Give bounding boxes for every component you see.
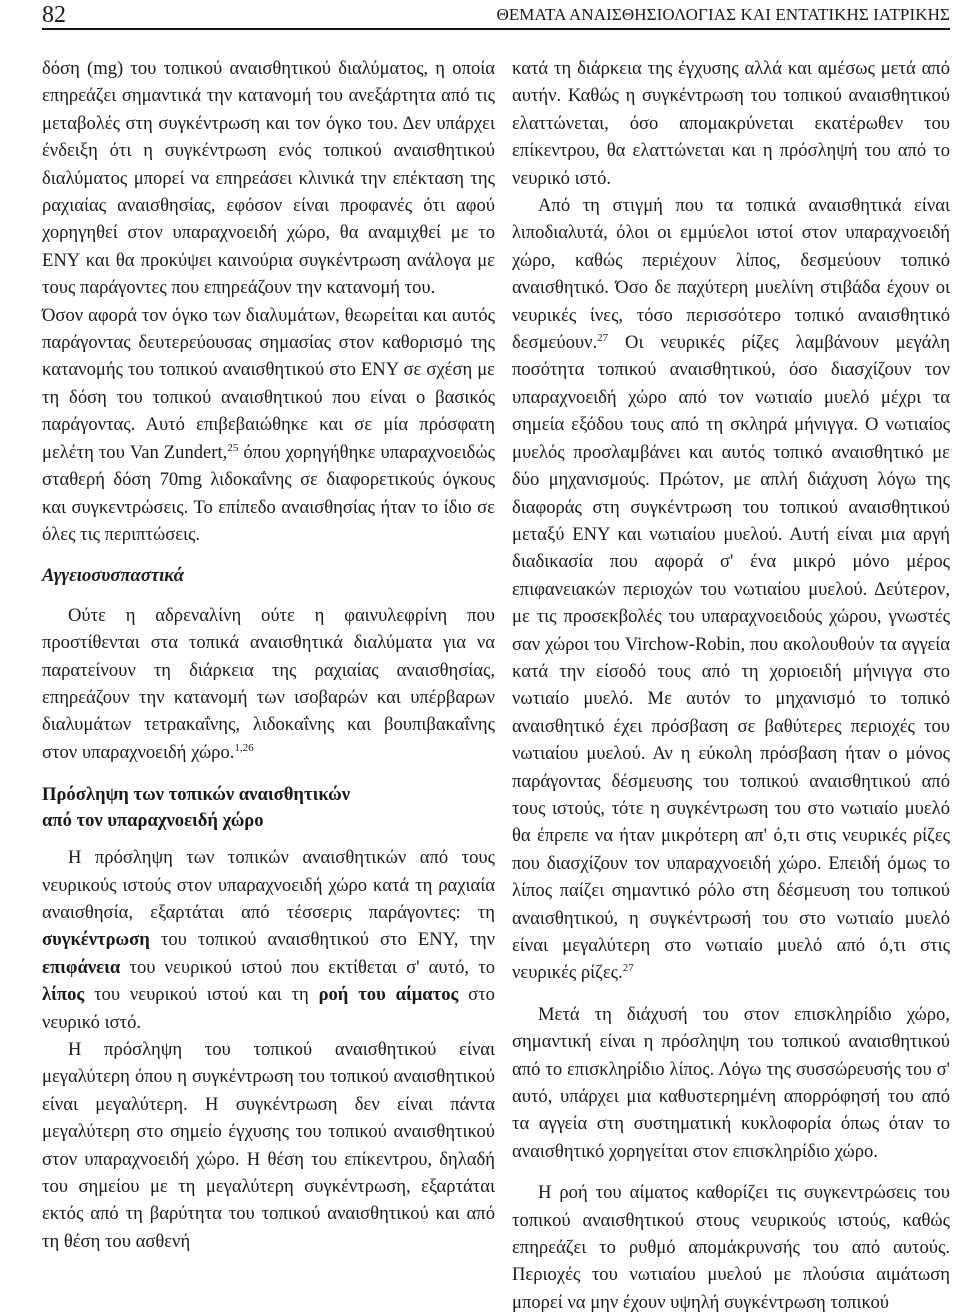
bold-term: ροή του αίματος xyxy=(318,984,459,1006)
section-heading xyxy=(42,782,495,834)
paragraph xyxy=(512,192,950,987)
paragraph-text: του τοπικού αναισθητικού στο ΕΝΥ, την xyxy=(149,929,495,951)
paragraph-text: Όσον αφορά τον όγκο των διαλυμάτων, θεωρείται και αυτός παράγοντας δευτερεύουσας σημασίας στον καθορισμό της κατανομής του τοπικού αναισθητικού στο ΕΝΥ σε σχέση με τη δόση του τοπικού αναισθητικού που είναι ο βασικός παράγοντας. Αυτό επιβεβαιώθηκε και σε μία πρόσφατη μελέτη του Van Zundert, xyxy=(42,304,495,463)
reference-marker: 25 xyxy=(227,441,239,454)
paragraph: Η ροή του αίματος καθορίζει τις συγκεντρώσεις του τοπικού αναισθητικού στους νευρικούς ιστούς, καθώς επηρεάζει το ρυθμό απομάκρυνσής του από αυτούς. Περιοχές του νωτιαίου μυελού με πλούσια αιμάτωση μπορεί να μην έχουν υψηλή συγκέντρωση τοπικού xyxy=(512,1182,950,1313)
bold-term: συγκέντρωση xyxy=(42,929,150,951)
reference-marker: 1,26 xyxy=(234,741,254,754)
page-number: 82 xyxy=(42,2,66,28)
paragraph: Η πρόσληψη του τοπικού αναισθητικού είναι μεγαλύτερη όπου η συγκέντρωση του τοπικού αναισθητικού είναι μεγαλύτερη. Η συγκέντρωση δεν είναι πάντα μεγαλύτερη στο σημείο έγχυσης του τοπικού αναισθητικού στον υπαραχνοειδή χώρο. Η θέση του επίκεντρου, δηλαδή του σημείου με τη μεγαλύτερη συγκέντρωση, εξαρτάται εκτός από τη βαρύτητα του τοπικού αναισθητικού και από τη θέση του ασθενή xyxy=(42,1039,495,1252)
page-header xyxy=(42,0,950,30)
section-heading: Αγγειοσυσπαστικά xyxy=(42,565,185,587)
running-title: ΘΕΜΑΤΑ ΑΝΑΙΣΘΗΣΙΟΛΟΓΙΑΣ ΚΑΙ ΕΝΤΑΤΙΚΗΣ ΙΑΤΡΙΚΗΣ xyxy=(496,5,950,24)
reference-marker: 27 xyxy=(622,962,634,975)
reference-marker: 27 xyxy=(597,331,609,344)
paragraph: κατά τη διάρκεια της έγχυσης αλλά και αμέσως μετά από αυτήν. Καθώς η συγκέντρωση του τοπικού αναισθητικού ελαττώνεται, όσο απομακρύνεται εκατέρωθεν του επίκεντρου, θα ελαττώνεται και η πρόσληψή του από το νευρικό ιστό. xyxy=(512,58,950,189)
right-column xyxy=(512,55,950,1316)
paragraph xyxy=(42,844,495,1036)
paragraph xyxy=(42,302,495,549)
paragraph-text: Οι νευρικές ρίζες λαμβάνουν μεγάλη ποσότητα τοπικού αναισθητικού, όσο διασχίζουν τον υπαραχνοειδή χώρο από τον νωτιαίο μυελό μέχρι τα σημεία εξόδου τους από τη σκληρά μήνιγγα. Ο νωτιαίος μυελός προσλαμβάνει και αυτός τοπικό αναισθητικό με δύο μηχανισμούς. Πρώτον, με απλή διάχυση λόγω της διαφοράς στη συγκέντρωση του τοπικού αναισθητικού μεταξύ ΕΝΥ και νωτιαίου μυελού. Αυτή είναι μια αργή διαδικασία που αφορά σ' ένα μικρό μόνο μέρος επιφανειακών περιοχών του νωτιαίου μυελού. Δεύτερον, με τις προσεκβολές του υπαραχνοειδούς χώρου, γνωστές σαν χώροι του Virchow-Robin, που ακολουθούν τα αγγεία κατά την είσοδό τους από τη χοριοειδή μήνιγγα στο νωτιαίο μυελό. Με αυτόν το μηχανισμό το τοπικό αναισθητικό έχει πρόσβαση σε βαθύτερες περιοχές του νωτιαίου μυελού. Αν η εύκολη πρόσβαση ήταν ο μόνος παράγοντας δέσμευσης του τοπικού αναισθητικού από τους ιστούς, τότε η συγκέντρωση του στο νωτιαίο μυελό θα έπρεπε να ήταν μικρότερη απ' ό,τι στις νευρικές ρίζες που διασχίζουν τον υπαραχνοειδή χώρο. Επειδή όμως το λίπος παίζει σημαντικό ρόλο στη δέσμευση του τοπικού αναισθητικού, η συγκέντρωσή του στο νωτιαίο μυελό είναι μεγαλύτερη στο νωτιαίο μυελό από ό,τι στις νευρικές ρίζες. xyxy=(512,332,950,984)
paragraph: δόση (mg) του τοπικού αναισθητικού διαλύματος, η οποία επηρεάζει σημαντικά την κατανομή του ανεξάρτητα από τις μεταβολές στη συγκέντρωση και τον όγκο του. Δεν υπάρχει ένδειξη ότι η συγκέντρωση ενός τοπικού αναισθητικού διαλύματος μπορεί να επηρεάσει κλινικά την επέκταση της ραχιαίας αναισθησίας, εφόσον είναι προφανές ότι αφού χορηγηθεί στον υπαραχνοειδή χώρο, θα αναμιχθεί με το ΕΝΥ και θα προκύψει καινούρια συγκέντρωση ανάλογα με τους παράγοντες που επηρεάζουν την κατανομή του. xyxy=(42,58,495,299)
heading-line: Πρόσληψη των τοπικών αναισθητικών xyxy=(42,784,351,806)
paragraph-text: Ούτε η αδρεναλίνη ούτε η φαινυλεφρίνη που προστίθενται στα τοπικά αναισθητικά διαλύματα για να παρατείνουν τη διάρκεια της ραχιαίας αναισθησίας, επηρεάζουν την κατανομή των ισοβαρών και υπέρβαρων διαλυμάτων τετρακαΐνης, λιδοκαΐνης και βουπιβακαΐνης στον υπαραχνοειδή χώρο. xyxy=(42,604,495,763)
paragraph-text: Η πρόσληψη των τοπικών αναισθητικών από τους νευρικούς ιστούς στον υπαραχνοειδή χώρο κατά τη ραχιαία αναισθησία, εξαρτάται από τέσσερις παράγοντες: τη xyxy=(42,847,495,923)
bold-term: επιφάνεια xyxy=(42,956,121,978)
paragraph-text: του νευρικού ιστού που εκτίθεται σ' αυτό, το xyxy=(120,956,495,978)
paragraph: Μετά τη διάχυσή του στον επισκληρίδιο χώρο, σημαντική είναι η πρόσληψη του τοπικού αναισθητικού από το επισκληρίδιο λίπος. Λόγω της συσσώρευσής του σ' αυτό, υπάρχει μια καθυστερημένη απορρόφησή του από τα αγγεία στη συστηματική κυκλοφορία όπως όταν το αναισθητικό χορηγείται στον επισκληρίδιο χώρο. xyxy=(512,1003,950,1162)
paragraph-text: του νευρικού ιστού και τη xyxy=(84,984,319,1006)
bold-term: λίπος xyxy=(42,984,85,1006)
paragraph-text: όπου χορηγήθηκε υπαραχνοειδώς σταθερή δόση 70mg λιδοκαΐνης σε διαφορετικούς όγκους και συγκεντρώσεις. Το επίπεδο αναισθησίας ήταν το ίδιο σε όλες τις περιπτώσεις. xyxy=(42,441,495,545)
paragraph xyxy=(42,602,495,766)
left-column xyxy=(42,55,495,1255)
heading-line: από τον υπαραχνοειδή χώρο xyxy=(42,810,264,832)
paragraph-text: Από τη στιγμή που τα τοπικά αναισθητικά είναι λιποδιαλυτά, όλοι οι εμμύελοι ιστοί στον υπαραχνοειδή χώρο, καθώς περιέχουν λίπος, δεσμεύουν τοπικό αναισθητικό. Όσο δε παχύτερη μυελίνη στιβάδα έχουν οι νευρικές ίνες, τόσο περισσότερο τοπικό αναισθητικό δεσμεύουν. xyxy=(512,195,950,354)
paragraph-text: στο νευρικό ιστό. xyxy=(42,984,495,1033)
